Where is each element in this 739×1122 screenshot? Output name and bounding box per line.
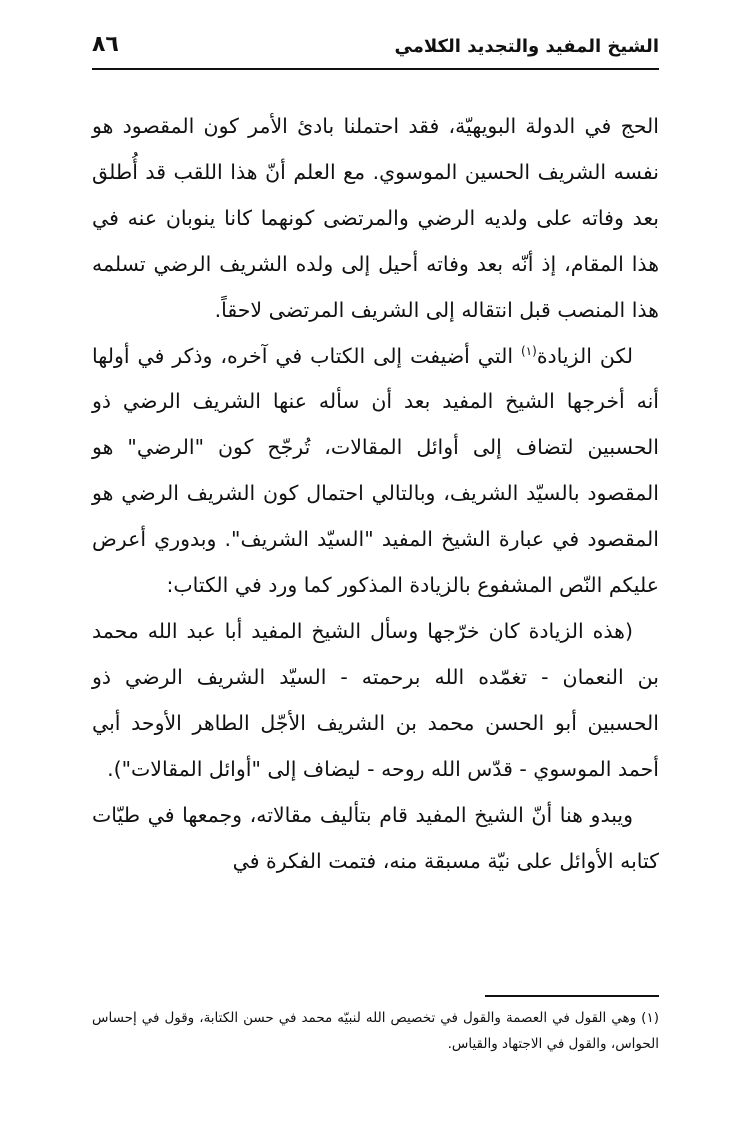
header-rule: [92, 68, 659, 70]
paragraph-4: ويبدو هنا أنّ الشيخ المفيد قام بتأليف مقالاته، وجمعها في طيّات كتابه الأوائل على نيّة مسبقة منه، فتمت الفكرة في: [92, 802, 659, 873]
footnote-separator: [485, 995, 659, 997]
paragraph-3-quotation: (هذه الزيادة كان خرّجها وسأل الشيخ المفيد أبا عبد الله محمد بن النعمان - تغمّده الله برحمته - السيّد الشريف الرضي ذو الحسبين أبو الحسن محمد بن الشريف الأجّل الطاهر الأوحد أبي أحمد الموسوي - قدّس الله روحه - ليضاف إلى "أوائل المقالات").: [92, 618, 659, 781]
running-header-title: الشيخ المفيد والتجديد الكلامي: [394, 36, 659, 57]
body-text: [92, 104, 659, 884]
footnote-reference[interactable]: (١): [520, 343, 537, 358]
paragraph-2-start: لكن الزيادة: [536, 343, 634, 368]
page-number: ٨٦: [92, 32, 119, 57]
footnote: (١) وهي القول في العصمة والقول في تخصيص الله لنبيّه محمد في حسن الكتابة، وقول في إحساس الحواس، والقول في الاجتهاد والقياس.: [92, 1010, 659, 1052]
paragraph-2-rest: التي أضيفت إلى الكتاب في آخره، وذكر في أولها أنه أخرجها الشيخ المفيد بعد أن سأله عنها الشريف الرضي ذو الحسبين لتضاف إلى أوائل المقالات، تُرجّح كون "الرضي" هو المقصود بالسيّد الشريف، وبالتالي احتمال كون الشريف الرضي هو المقصود في عبارة الشيخ المفيد "السيّد الشريف". وبدوري أعرض عليكم النّص المشفوع بالزيادة المذكور كما ورد في الكتاب:: [92, 343, 659, 598]
paragraph-1: الحج في الدولة البويهيّة، فقد احتملنا بادئ الأمر كون المقصود هو نفسه الشريف الحسين الموسوي. مع العلم أنّ هذا اللقب قد أُطلق بعد وفاته على ولديه الرضي والمرتضى كونهما كانا ينوبان عنه في هذا المقام، إذ أنّه بعد وفاته أحيل إلى ولده الشريف الرضي تسلمه هذا المنصب قبل انتقاله إلى الشريف المرتضى لاحقاً.: [92, 114, 659, 322]
running-header: [92, 30, 659, 66]
paragraph-2: [92, 334, 659, 609]
